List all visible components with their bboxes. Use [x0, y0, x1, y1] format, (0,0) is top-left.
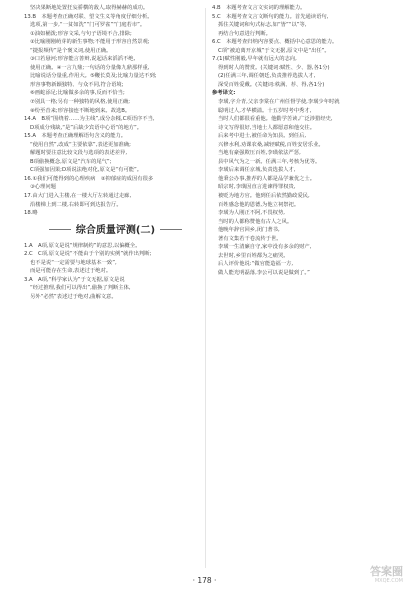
text-line: 沿楼梯上到二楼,右转即可到达报告厅。: [30, 201, 122, 208]
text-line: 做人能光明磊落,李公可以说是做到了。”: [218, 269, 310, 276]
text-line: 昭宗时,李璜因直言进谏得罪权贵,: [218, 184, 296, 191]
text-line: 他秉公办事,推荐的人都是品学兼优之士。: [218, 175, 316, 182]
text-line: 坚决果断地处置狂妄骄横的敌人,取得赫赫的成功。: [30, 5, 149, 11]
text-line: 兴修水利,劝课农桑,减轻赋税,百姓安居乐业。: [218, 141, 324, 148]
text-line: 诗文写得很好,当地士人都愿意和他交往。: [218, 124, 316, 131]
page-number: · 178 ·: [192, 576, 217, 585]
text-line: 当地有豪强欺压百姓,李璜依法严惩,: [218, 150, 301, 157]
text-line: 李璜后来调任京城,负责选拔人才,: [218, 167, 296, 174]
text-line: 当时的人都称赞他有古人之风。: [218, 218, 293, 225]
text-line: 1.A A项,原文是说“规律制约”的意思,以偏概全。: [24, 242, 141, 249]
text-line: 6.C 本题考查归纳内容要点、概括中心意思的能力。: [212, 39, 338, 46]
text-line: 另外“必然”表述过于绝对,曲解文意。: [30, 293, 117, 300]
text-line: 17.由大门进入主楼,在一楼大厅左转通过走廊,: [24, 193, 132, 200]
text-line: 15.A 本题考查正确理解语句含义的能力。: [24, 133, 127, 140]
text-line: 7.(1)赋性刚毅,早年就有远大的志向,: [212, 56, 297, 63]
text-line: 2.C C项,原文是说“不能由于个别的实例”就作出判断;: [24, 251, 152, 258]
text-line: 而是可能存在生命,表述过于绝对。: [30, 268, 112, 275]
text-line: D项成分残缺,“是”后缺少宾语中心语“的地方”。: [30, 124, 143, 131]
text-line: 18.略: [24, 210, 38, 217]
text-line: 后来考中进士,被任命为知县。到任后,: [218, 133, 307, 140]
text-line: ⑥画蛇添足;比喻做多余的事,反而不恰当;: [30, 90, 125, 97]
text-line: 16.①我们可能得到的心理疾病 ②抑郁症的成因有很多: [24, 175, 154, 182]
text-line: 抓住关键词和句式标志,如“皆”“以”等,: [218, 22, 307, 29]
text-line: 被贬为地方官。他到任后依然勤政爱民,: [218, 193, 310, 200]
text-line: 使用正确。④一言九鼎;一句话的分量像九鼎那样重,: [30, 64, 150, 71]
section-title-text: 综合质量评测(二): [75, 224, 156, 236]
text-line: 后人评价他说:“做官能造福一方,: [218, 261, 294, 268]
text-line: B项偷换概念,原文是“汽车的尾气”;: [30, 158, 112, 165]
left-column: [24, 4, 207, 302]
left-answers-bottom: [24, 242, 207, 302]
text-line: 解题时要注意比较文段与选项的表述差异,: [30, 150, 128, 157]
reference-translation: [212, 98, 395, 277]
text-line: ③口若悬河;形容能言善辩,说起话来滔滔不绝,: [30, 56, 136, 63]
text-line: “捷报频传”是个褒义词,使用正确。: [30, 47, 112, 54]
text-line: 14.A B项“围绕着……为主线”,成分杂糅,C项语序不当,: [24, 116, 155, 123]
text-line: ⑦别具一格;另有一种独特的风格,使用正确;: [30, 99, 131, 106]
right-answers-top: [212, 4, 395, 89]
reference-translation-label: 参考译文:: [212, 90, 236, 97]
text-line: 去世时,乡里百姓都为之痛哭。: [218, 252, 289, 259]
text-line: 当时人们都很看重他。他勤学苦读,广泛涉猎经史,: [218, 116, 333, 123]
text-line: “经过推理,我们可以得出”,偷换了判断主体,: [30, 285, 131, 292]
text-line: 13.B 本题考查正确对联、望文生义等角度仔细分析。: [24, 13, 153, 20]
text-line: 县中风气为之一新。任满三年,考核为优等。: [218, 158, 321, 165]
left-answers-top: [24, 4, 207, 218]
watermark-mark: 答案圈: [370, 565, 403, 578]
text-line: C项“被迫离开京城”于文无据,原文中是“出任”。: [218, 47, 330, 54]
text-line: 李璜为人刚正不阿,不畏权势,: [218, 210, 285, 217]
text-line: ②比喻刚刚萌芽的新生事物;不能用于形容自然景观;: [30, 39, 150, 46]
title-rule-right: [160, 229, 182, 230]
text-line: ①油如桶泼;形容文采,与句子语境不合,排除;: [30, 30, 132, 37]
text-line: C项强加因果;D项说法绝对化,原文是“有可能”。: [30, 167, 143, 174]
text-line: 得到时人的赞赏。(关键词:赋性、少、器,各1分): [218, 64, 330, 71]
watermark-url: MXQE.COM: [374, 578, 403, 584]
text-line: 著有文集若干卷流传于世。: [218, 235, 282, 242]
text-line: 深受百姓爱戴。(关键词:秩满、荐、得,各1分): [218, 81, 325, 88]
title-rule-left: [49, 229, 71, 230]
text-line: 再结合句意进行判断。: [218, 30, 271, 37]
text-line: ③心理问题: [30, 184, 56, 191]
text-line: “使用自然”,改成“主要依靠”,表述更加准确;: [30, 141, 131, 148]
text-line: 百姓感念他的恩德,为他立祠祭祀。: [218, 201, 300, 208]
text-line: 也不是说“一定需要与地球基本一致”,: [30, 259, 117, 266]
right-column: [212, 4, 395, 278]
text-line: 李璜,字介青,父亲李棠在广州任督学使,李璜少年时就: [218, 99, 340, 106]
watermark: [370, 566, 403, 585]
text-line: 5.C 本题考查文言文断句的能力。首先通读语句,: [212, 13, 329, 20]
text-line: 聪明过人,才华横溢。十五岁时考中秀才,: [218, 107, 312, 114]
text-line: 比喻说话分量重,作用大。⑤鞭长莫及;比喻力量达不到;: [30, 73, 157, 80]
text-line: 选项,第一步,“一贫如洗”“门可罗雀”“门庭若市”。: [30, 22, 146, 29]
text-line: (2)任满三年,调任朝廷,负责推荐选拔人才,: [218, 73, 316, 80]
section-title: [24, 224, 207, 238]
text-line: ⑧纷至沓来;形容接连不断地到来。故选B。: [30, 107, 131, 114]
text-line: 形容事物新颖独特、与众不同,符合语境;: [30, 81, 124, 88]
text-line: 他晚年辞官回乡,闭门著书,: [218, 227, 280, 234]
text-line: 4.B 本题考查文言文实词的理解能力。: [212, 5, 306, 11]
text-line: 李璜一生清廉自守,家中没有多余的财产,: [218, 244, 312, 251]
text-line: 3.A A项,“科学家认为”于文无据,原文是说: [24, 276, 125, 283]
